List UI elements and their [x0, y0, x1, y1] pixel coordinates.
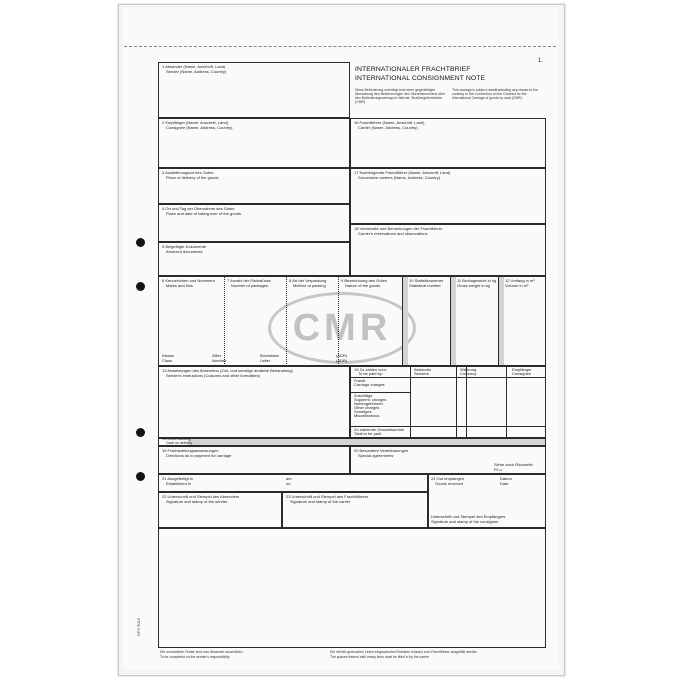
label-packages: 7 Anzahl der Packstücke — [227, 278, 271, 283]
label-sonstiges: Sonstiges — [354, 409, 372, 414]
note-de: Diese Beförderung unterliegt trotz einer gegenteiligen Abmachung den Bestimmungen des Übereinkommens über den Beförderungsvertrag im internat. Straßengüterverkehr (CMR). — [355, 88, 445, 104]
label-delivery-en: Place of delivery of the goods — [166, 175, 219, 180]
col-divider — [410, 366, 411, 438]
box-established[interactable] — [158, 474, 428, 492]
label-volume: 12 Umfang in m³ — [505, 278, 535, 283]
label-adr: (ADR) — [336, 358, 348, 363]
label-goods-received: 24 Gut empfangen — [431, 476, 465, 481]
label-absender: Absender — [414, 367, 432, 372]
label-buchstabe: Buchstabe — [260, 353, 279, 358]
label-marks: 6 Kennzeichen und Nummern — [162, 278, 215, 283]
title-en: INTERNATIONAL CONSIGNMENT NOTE — [355, 75, 486, 82]
label-weight: 11 Bruttogewicht in kg — [457, 278, 497, 283]
footer-line-4: The spaces framed with heavy lines must be filled in by the carrier — [330, 655, 430, 659]
label-carrier-en: Carrier (Name, Address, Country) — [358, 125, 418, 130]
label-supplements: Supplem. charges — [354, 397, 387, 402]
label-klasse: Klasse — [162, 353, 175, 358]
shade-column — [451, 277, 456, 365]
label-other-charges: Other charges — [354, 405, 380, 410]
note-en: This carriage is subject notwithstanding any clause to the contrary to the Convention on the Contract for the International Carriage of goods by road (CMR). — [452, 88, 538, 100]
label-established: 21 Ausgefertigt in — [162, 476, 193, 481]
label-zuschlaege: Zuschläge — [354, 393, 373, 398]
label-instructions: 13 Anweisungen des Absenders (Zoll- und sonstige amtliche Behandlung) — [162, 368, 293, 373]
label-nature-en: Nature of the goods — [345, 283, 381, 288]
box-lower-blank[interactable] — [158, 528, 546, 648]
label-consignee-col: Consignee — [512, 371, 532, 376]
col-divider — [456, 366, 457, 438]
label-nebengebuehren: Nebengebühren — [354, 401, 383, 406]
label-taking-over: 4 Ort und Tag der Übernahme des Gutes — [162, 206, 235, 211]
label-datum: Datum — [500, 476, 512, 481]
punch-hole — [136, 238, 145, 247]
label-marks-en: Marks and Nos — [166, 283, 193, 288]
footer-line-1: Die umrandeten Felder sind vom Absender auszufüllen. — [160, 650, 244, 654]
label-packing-en: Method of packing — [293, 283, 326, 288]
page-number: 1. — [538, 58, 544, 64]
label-date: Date — [500, 481, 509, 486]
label-empfaenger: Empfänger — [512, 367, 532, 372]
label-carriage: Carriage charges — [354, 382, 385, 387]
label-instructions-en: Sender's instructions (Customs and other formalities) — [166, 373, 260, 378]
label-successive-en: Successive carriers (Name, Address, Country) — [358, 175, 441, 180]
label-class: Class — [162, 358, 173, 363]
label-delivery: 3 Auslieferungsort des Gutes — [162, 170, 214, 175]
punch-hole — [136, 472, 145, 481]
label-currency: Currency — [460, 371, 477, 376]
label-to-be-paid-en: To be paid by: — [358, 371, 383, 376]
label-adr: (ADR) — [336, 353, 348, 358]
label-cod: 14 Rückerstattung — [162, 437, 191, 441]
label-special-en: Special agreements — [358, 453, 394, 458]
label-weight-en: Gross weight in kg — [457, 283, 490, 288]
col-divider — [286, 276, 287, 366]
punch-hole — [136, 428, 145, 437]
label-cod-en: Cash on delivery — [166, 441, 193, 445]
label-carrier-signature-en: Signature and stamp of the carrier — [290, 499, 351, 504]
label-volume-en: Volume in m³ — [505, 283, 529, 288]
label-number: Number — [212, 358, 227, 363]
label-ziffer: Ziffer — [212, 353, 222, 358]
label-successive: 17 Nachfolgende Frachtführer (Name, Anschrift, Land) — [354, 170, 451, 175]
label-packing: 8 Art der Verpackung — [289, 278, 327, 283]
col-divider — [466, 366, 467, 438]
shade-column — [403, 277, 408, 365]
label-misc: Miscellaneous — [354, 413, 380, 418]
perforation-line — [124, 46, 556, 47]
punch-hole — [136, 282, 145, 291]
label-statistical-en: Statistical number — [409, 283, 441, 288]
label-established-en: Established in — [166, 481, 191, 486]
label-am: am — [286, 476, 292, 481]
label-total-en: Total to be paid — [354, 431, 382, 436]
label-senders: Senders — [414, 371, 429, 376]
label-to-be-paid: 19 Zu zahlen vom: — [354, 367, 387, 372]
shade-cash-on-delivery — [188, 439, 545, 445]
label-payment-directions: 15 Frachtzahlungsanweisungen — [162, 448, 219, 453]
label-nature: 9 Bezeichnung des Gutes — [341, 278, 387, 283]
label-consignee-signature: Unterschrift und Stempel des Empfängers — [431, 514, 506, 519]
label-sender: 1 Absender (Name, Anschrift, Land) — [162, 64, 226, 69]
label-documents: 5 Beigefügte Dokumente — [162, 244, 207, 249]
label-consignee-en: Consignee (Name, Address, Country) — [166, 125, 233, 130]
label-see-reverse: Siehe auch Rückseite — [494, 462, 533, 467]
title-de: INTERNATIONALER FRACHTBRIEF — [355, 66, 471, 73]
label-fracht: Fracht — [354, 378, 366, 383]
col-divider — [224, 276, 225, 366]
label-pto: P.t.o. — [494, 467, 503, 472]
label-packages-en: Number of packages — [231, 283, 268, 288]
label-documents-en: Annexed documents — [166, 249, 203, 254]
label-sender-signature: 22 Unterschrift und Stempel des Absenders — [162, 494, 240, 499]
label-reservations-en: Carrier's reservations and observations — [358, 231, 428, 236]
col-divider — [506, 366, 507, 438]
label-waehrung: Währung — [460, 367, 477, 372]
label-statistical: 10 Statistiknummer — [409, 278, 444, 283]
label-sender-en: Sender (Name, Address, Country) — [166, 69, 227, 74]
label-consignee: 2 Empfänger (Name, Anschrift, Land) — [162, 120, 229, 125]
label-carrier-signature: 23 Unterschrift und Stempel des Frachtführers — [286, 494, 369, 499]
label-consignee-signature-en: Signature and stamp of the consignee — [431, 519, 499, 524]
label-payment-directions-en: Directions as to payment for carriage — [166, 453, 232, 458]
label-total-de: Zu zahlende Gesamtsumme — [354, 427, 405, 432]
label-special: 20 Besondere Vereinbarungen — [354, 448, 409, 453]
label-letter: Letter — [260, 358, 271, 363]
watermark-text: CMR — [292, 307, 392, 349]
shade-column — [499, 277, 504, 365]
label-carrier: 16 Frachtführer (Name, Anschrift, Land) — [354, 120, 425, 125]
label-reservations: 18 Vorbehalte und Bemerkungen der Frachtführer — [354, 226, 443, 231]
label-on: on — [286, 481, 291, 486]
footer-line-3: Die mit fett gedruckten Linien eingerahmten Rubriken müssen vom Frachtführer ausgefüllt werden — [330, 650, 478, 654]
label-goods-received-en: Goods received — [435, 481, 464, 486]
footer-line-2: To be completed on the sender's responsibility — [160, 655, 230, 659]
row-divider — [350, 377, 546, 378]
side-form-code: DFS 9016 — [136, 617, 141, 636]
label-sender-signature-en: Signature and stamp of the sender — [166, 499, 228, 504]
label-taking-over-en: Place and date of taking over of the goods — [166, 211, 241, 216]
